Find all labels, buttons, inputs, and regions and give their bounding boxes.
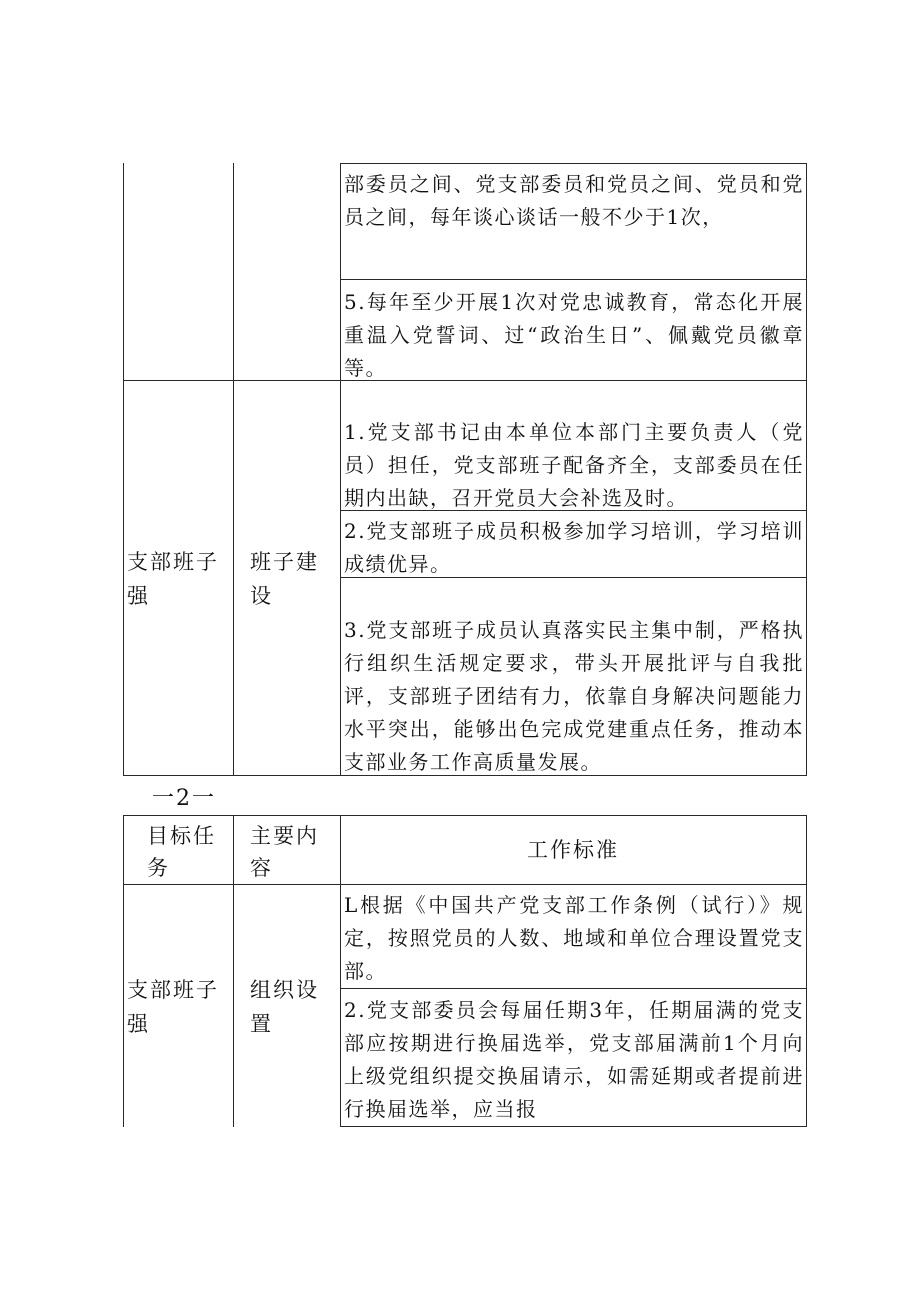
header-goal-task [147, 820, 231, 884]
table-2-right-border [806, 815, 807, 1127]
main-content-cell [250, 545, 338, 613]
standard-cell-text: 5.每年至少开展1次对党忠诚教育，常态化开展重温入党誓词、过“政治生日”、佩戴党员徽章等。 [344, 290, 804, 380]
main-content-line: 组织设 [250, 978, 319, 1002]
table-1-column-divider-2 [340, 163, 341, 775]
table-1-left-border [123, 163, 124, 775]
table-2-top-border [123, 815, 807, 816]
header-work-standard: 工作标准 [527, 838, 619, 862]
table-2-column-divider-1 [233, 815, 234, 1127]
table-1-column-divider-1 [233, 163, 234, 775]
goal-task-cell [127, 545, 231, 613]
goal-task-cell [127, 973, 231, 1041]
header-bottom-border [123, 884, 807, 885]
table-2-bottom-border [340, 1126, 807, 1127]
goal-task-line: 支部班子 [127, 978, 219, 1002]
main-content-line: 置 [250, 1012, 273, 1036]
table-2-left-border [123, 815, 124, 1127]
goal-task-line: 强 [127, 1012, 150, 1036]
standard-cell-text: 2.党支部班子成员积极参加学习培训，学习培训成绩优异。 [344, 519, 804, 576]
standard-cell-text: 1.党支部书记由本单位本部门主要负责人（党员）担任，党支部班子配备齐全，支部委员在任期内出缺，召开党员大会补选及时。 [344, 420, 804, 510]
main-content-line: 设 [250, 584, 273, 608]
header-main-content-line: 主要内 [250, 824, 319, 848]
table-1-right-border [806, 163, 807, 775]
row-divider [340, 988, 807, 989]
standard-cell-text: L根据《中国共产党支部工作条例（试行）》规定，按照党员的人数、地域和单位合理设置党支部。 [344, 893, 804, 983]
row-divider [340, 279, 807, 280]
standard-cell-text: 3.党支部班子成员认真落实民主集中制，严格执行组织生活规定要求，带头开展批评与自我批评，支部班子团结有力，依靠自身解决问题能力水平突出，能够出色完成党建重点任务，推动本支部业务工作高质量发展。 [344, 618, 804, 774]
header-goal-task-line: 目标任 [147, 824, 216, 848]
goal-task-line: 支部班子 [127, 550, 219, 574]
table-1-top-border [340, 163, 807, 164]
header-goal-task-line: 务 [147, 856, 170, 880]
header-main-content [250, 820, 338, 884]
header-main-content-line: 容 [250, 856, 273, 880]
goal-task-line: 强 [127, 584, 150, 608]
main-content-cell [250, 973, 338, 1041]
page-number: 一2一 [152, 786, 216, 811]
standard-cell-text: 部委员之间、党支部委员和党员之间、党员和党员之间，每年谈心谈话一般不少于1次， [344, 172, 804, 229]
standard-cell-text: 2.党支部委员会每届任期3年，任期届满的党支部应按期进行换届选举，党支部届满前1个月向上级党组织提交换届请示，如需延期或者提前进行换届选举，应当报 [344, 998, 804, 1121]
main-content-line: 班子建 [250, 550, 319, 574]
